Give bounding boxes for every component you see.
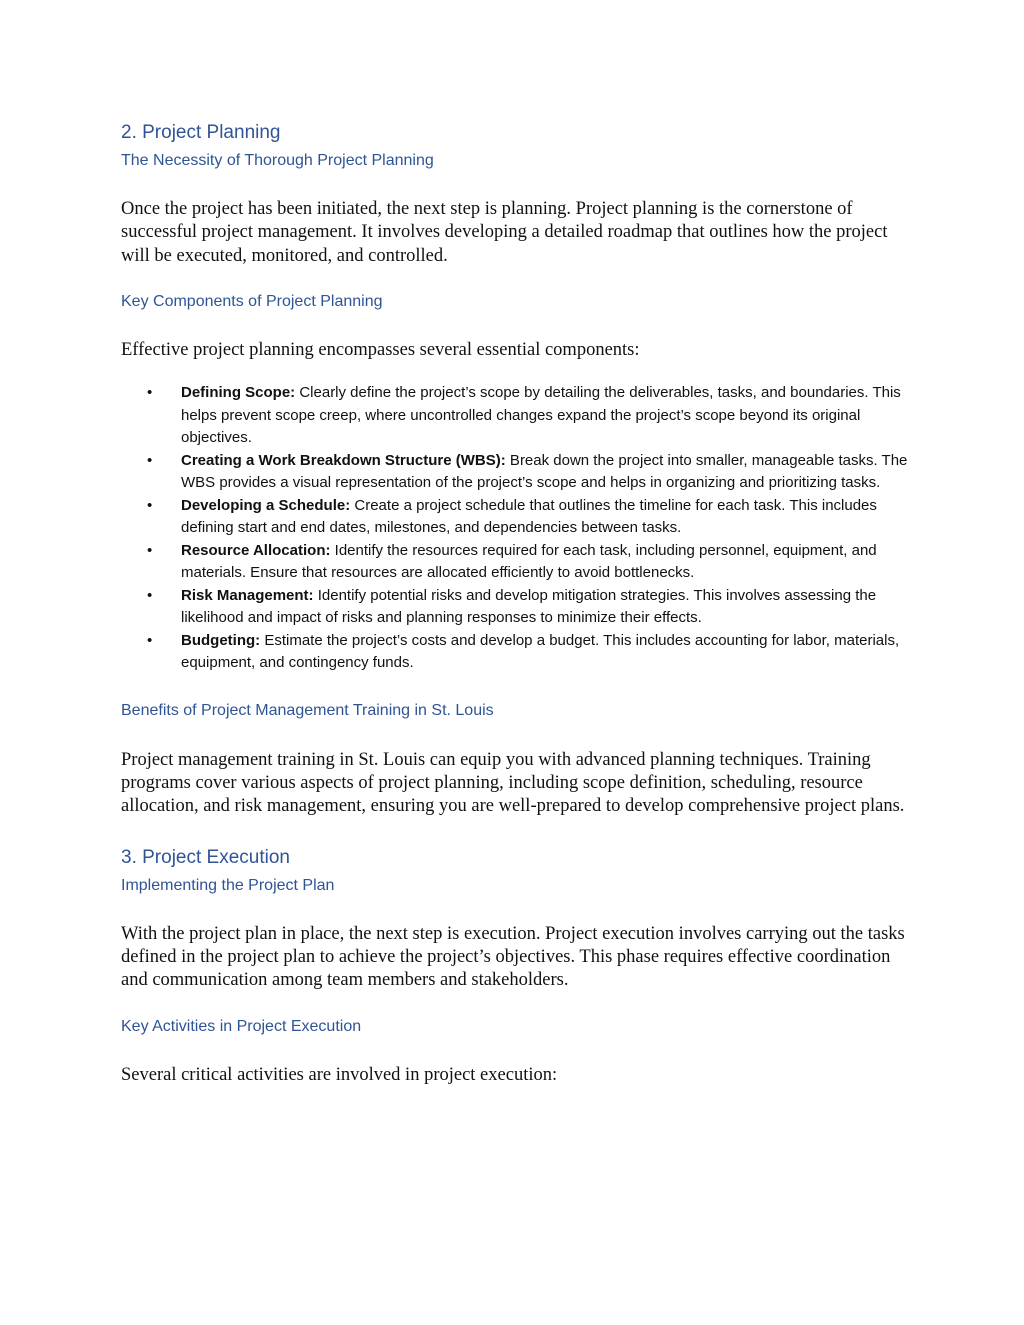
section-2-subheading-necessity: The Necessity of Thorough Project Planning (121, 152, 434, 169)
section-3-heading: 3. Project Execution (121, 846, 290, 868)
bullet-icon: • (147, 496, 153, 514)
section-2-subheading-key-components: Key Components of Project Planning (121, 292, 383, 310)
section-3-subheading-key-activities: Key Activities in Project Execution (121, 1018, 362, 1036)
document-page (121, 118, 911, 1088)
list-item-text: Break down the project into smaller, manageable tasks. The WBS provides a visual representation of the project’s scope and helps in organizing and prioritizing tasks. (181, 451, 908, 492)
planning-components-list (121, 382, 911, 675)
list-item-budgeting (121, 630, 911, 675)
section-2-components-intro: Effective project planning encompasses several essential components: (121, 339, 640, 360)
list-item-text: Identify the resources required for each task, including personnel, equipment, and materials. Ensure that resources are allocated efficiently to avoid bottlenecks. (181, 541, 877, 582)
list-item-term: Defining Scope: (181, 384, 296, 402)
bullet-icon: • (147, 451, 153, 469)
bullet-icon: • (147, 384, 153, 402)
list-item-resource-allocation (121, 540, 911, 585)
list-item-wbs (121, 450, 911, 495)
section-3-subheading-implementing: Implementing the Project Plan (121, 876, 335, 894)
list-item-risk-management (121, 585, 911, 630)
bullet-icon: • (147, 631, 153, 649)
list-item-term: Creating a Work Breakdown Structure (WBS): (181, 451, 506, 469)
bullet-icon: • (147, 541, 153, 559)
section-3-activities-intro: Several critical activities are involved in project execution: (121, 1065, 558, 1086)
list-item-term: Developing a Schedule: (181, 496, 351, 514)
section-2-subheading-benefits: Benefits of Project Management Training in St. Louis (121, 701, 494, 719)
list-item-term: Resource Allocation: (181, 541, 331, 559)
section-2-heading: 2. Project Planning (121, 122, 281, 143)
list-item-term: Budgeting: (181, 631, 261, 649)
list-item-defining-scope (121, 382, 911, 450)
list-item-text: Estimate the project’s costs and develop a budget. This includes accounting for labor, materials, equipment, and contingency funds. (181, 631, 900, 672)
bullet-icon: • (147, 586, 153, 604)
list-item-text: Clearly define the project’s scope by detailing the deliverables, tasks, and boundaries. This helps prevent scope creep, where uncontrolled changes expand the project’s scope beyond its original objectives. (181, 384, 901, 447)
list-item-term: Risk Management: (181, 586, 314, 604)
section-2-benefits-paragraph: Project management training in St. Louis can equip you with advanced planning techniques. Training programs cover various aspects of project planning, including scope definition, scheduling, resource allocation, and risk management, ensuring you are well-prepared to develop comprehensive project plans. (121, 749, 905, 817)
section-3-intro-paragraph: With the project plan in place, the next step is execution. Project execution involves carrying out the tasks defined in the project plan to achieve the project’s objectives. This phase requires effective coordination and communication among team members and stakeholders. (121, 923, 905, 991)
section-2-intro-paragraph: Once the project has been initiated, the next step is planning. Project planning is the cornerstone of successful project management. It involves developing a detailed roadmap that outlines how the project will be executed, monitored, and controlled. (121, 199, 888, 266)
list-item-text: Create a project schedule that outlines the timeline for each task. This includes defining start and end dates, milestones, and dependencies between tasks. (181, 496, 877, 537)
list-item-text: Identify potential risks and develop mitigation strategies. This involves assessing the likelihood and impact of risks and planning responses to minimize their effects. (181, 586, 877, 627)
list-item-schedule (121, 495, 911, 540)
